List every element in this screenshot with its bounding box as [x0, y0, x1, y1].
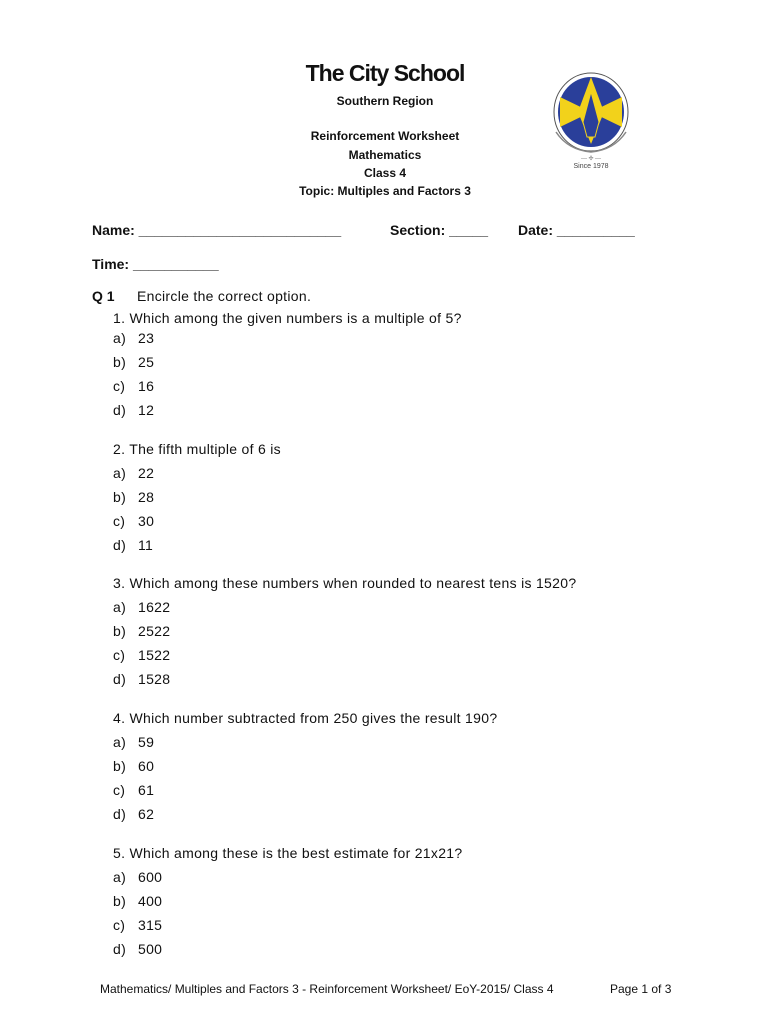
option-value: 25: [138, 354, 155, 370]
option-letter: d): [113, 537, 127, 553]
option-letter: a): [113, 869, 127, 885]
option-row[interactable]: [113, 513, 154, 529]
option-letter: d): [113, 402, 127, 418]
option-value: 30: [138, 513, 155, 529]
question-number: Q 1: [92, 288, 115, 304]
option-row[interactable]: [113, 917, 162, 933]
region: Southern Region: [336, 94, 434, 108]
option-letter: b): [113, 758, 127, 774]
option-letter: c): [113, 917, 126, 933]
name-field[interactable]: Name: __________________________: [92, 222, 342, 238]
option-row[interactable]: [113, 647, 170, 663]
option-value: 315: [138, 917, 163, 933]
option-row[interactable]: [113, 869, 162, 885]
option-value: 59: [138, 734, 155, 750]
option-row[interactable]: [113, 330, 154, 346]
option-letter: c): [113, 647, 126, 663]
option-letter: d): [113, 806, 127, 822]
option-value: 11: [138, 537, 154, 553]
option-value: 12: [138, 402, 155, 418]
option-letter: b): [113, 893, 127, 909]
option-value: 62: [138, 806, 155, 822]
option-row[interactable]: [113, 489, 154, 505]
option-row[interactable]: [113, 758, 154, 774]
option-row[interactable]: [113, 623, 170, 639]
option-row[interactable]: [113, 537, 153, 553]
topic: Topic: Multiples and Factors 3: [299, 184, 471, 198]
option-value: 1528: [138, 671, 171, 687]
footer-document-info: Mathematics/ Multiples and Factors 3 - Reinforcement Worksheet/ EoY-2015/ Class 4: [100, 982, 554, 996]
option-row[interactable]: [113, 734, 154, 750]
option-value: 600: [138, 869, 163, 885]
option-row[interactable]: [113, 402, 154, 418]
svg-text:— ✢ —: — ✢ —: [580, 156, 602, 162]
option-row[interactable]: [113, 599, 170, 615]
question-prompt: 1. Which among the given numbers is a multiple of 5?: [113, 310, 462, 326]
date-field[interactable]: Date: __________: [518, 222, 635, 238]
class-label: Class 4: [363, 166, 407, 180]
option-letter: b): [113, 354, 127, 370]
option-row[interactable]: [113, 671, 170, 687]
option-row[interactable]: [113, 378, 154, 394]
option-value: 1522: [138, 647, 171, 663]
option-value: 23: [138, 330, 155, 346]
option-letter: b): [113, 489, 127, 505]
option-letter: a): [113, 734, 127, 750]
option-letter: a): [113, 330, 127, 346]
option-row[interactable]: [113, 354, 154, 370]
option-row[interactable]: [113, 465, 154, 481]
option-row[interactable]: [113, 782, 154, 798]
question-prompt: 4. Which number subtracted from 250 gives the result 190?: [113, 710, 498, 726]
option-value: 60: [138, 758, 155, 774]
footer-page-number: Page 1 of 3: [610, 982, 672, 996]
option-row[interactable]: [113, 941, 162, 957]
option-letter: c): [113, 782, 126, 798]
school-logo: [548, 72, 634, 172]
option-value: 61: [138, 782, 155, 798]
section-field[interactable]: Section: _____: [390, 222, 489, 238]
option-value: 1622: [138, 599, 171, 615]
question-instruction: Encircle the correct option.: [137, 288, 312, 304]
school-crest-icon: [548, 72, 634, 172]
option-letter: a): [113, 465, 127, 481]
option-value: 22: [138, 465, 155, 481]
option-value: 400: [138, 893, 163, 909]
option-letter: a): [113, 599, 127, 615]
option-letter: d): [113, 941, 127, 957]
option-letter: c): [113, 378, 126, 394]
time-field[interactable]: Time: ___________: [92, 256, 219, 272]
option-value: 28: [138, 489, 155, 505]
option-letter: c): [113, 513, 126, 529]
question-prompt: 5. Which among these is the best estimate for 21x21?: [113, 845, 463, 861]
question-prompt: 2. The fifth multiple of 6 is: [113, 441, 281, 457]
option-letter: b): [113, 623, 127, 639]
worksheet-type: Reinforcement Worksheet: [310, 129, 460, 143]
question-prompt: 3. Which among these numbers when rounded to nearest tens is 1520?: [113, 575, 577, 591]
option-row[interactable]: [113, 806, 154, 822]
svg-text:Since 1978: Since 1978: [573, 163, 609, 170]
option-value: 500: [138, 941, 163, 957]
school-name: The City School: [305, 60, 465, 86]
option-row[interactable]: [113, 893, 162, 909]
option-letter: d): [113, 671, 127, 687]
option-value: 16: [138, 378, 155, 394]
subject: Mathematics: [348, 148, 422, 162]
option-value: 2522: [138, 623, 171, 639]
